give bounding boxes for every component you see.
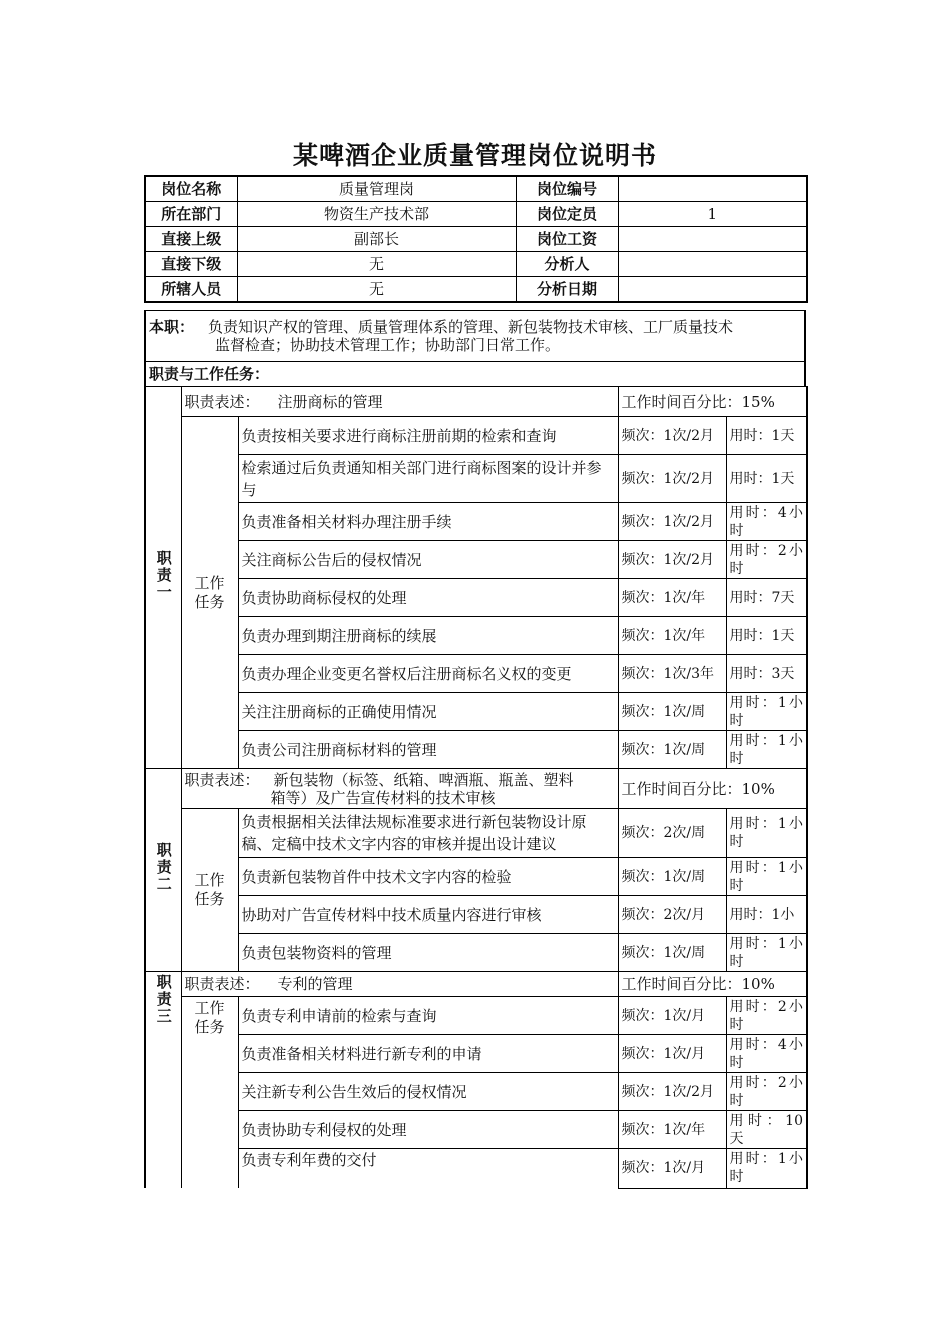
info-label: 岗位名称 — [145, 176, 237, 202]
task-time: 用时：4小时 — [726, 503, 807, 541]
task-row — [145, 731, 807, 769]
task-freq: 频次：1次/周 — [618, 731, 726, 769]
task-text: 负责办理企业变更名誉权后注册商标名义权的变更 — [238, 655, 618, 693]
info-value: 副部长 — [237, 227, 516, 252]
task-text: 负责专利申请前的检索与查询 — [238, 997, 618, 1035]
main-duty-line1: 负责知识产权的管理、质量管理体系的管理、新包装物技术审核、工厂质量技术 — [208, 318, 734, 336]
task-time: 用时：1小时 — [726, 1149, 807, 1189]
task-row — [145, 579, 807, 617]
task-freq: 频次：1次/2月 — [618, 455, 726, 503]
info-value: 无 — [237, 277, 516, 303]
task-text: 负责准备相关材料进行新专利的申请 — [238, 1035, 618, 1073]
task-freq: 频次：1次/月 — [618, 997, 726, 1035]
task-freq: 频次：2次/月 — [618, 896, 726, 934]
duty-desc-row — [145, 387, 807, 417]
task-text: 负责按相关要求进行商标注册前期的检索和查询 — [238, 417, 618, 455]
task-freq: 频次：1次/2月 — [618, 503, 726, 541]
task-freq: 频次：1次/年 — [618, 617, 726, 655]
info-label: 岗位定员 — [516, 202, 618, 227]
task-text: 负责专利年费的交付 — [238, 1149, 618, 1189]
info-value: 1 — [618, 202, 807, 227]
task-text: 负责包装物资料的管理 — [238, 934, 618, 972]
task-row — [145, 693, 807, 731]
task-freq: 频次：1次/月 — [618, 1035, 726, 1073]
main-duty-line2: 监督检查；协助技术管理工作；协助部门日常工作。 — [215, 336, 561, 354]
task-text: 负责协助商标侵权的处理 — [238, 579, 618, 617]
info-value — [618, 277, 807, 303]
task-freq: 频次：2次/周 — [618, 809, 726, 858]
info-label: 岗位编号 — [516, 176, 618, 202]
task-time: 用时：1小 — [726, 896, 807, 934]
basic-info-table — [144, 175, 808, 303]
task-text: 关注注册商标的正确使用情况 — [238, 693, 618, 731]
task-text: 负责办理到期注册商标的续展 — [238, 617, 618, 655]
duty2-desc: 职责表述： 新包装物（标签、纸箱、啤酒瓶、瓶盖、塑料 箱等）及广告宣传材料的技术审核 — [181, 769, 618, 809]
task-time: 用时：7天 — [726, 579, 807, 617]
info-label: 所在部门 — [145, 202, 237, 227]
task-time: 用时：1小时 — [726, 858, 807, 896]
info-label: 直接下级 — [145, 252, 237, 277]
task-time: 用时：1小时 — [726, 934, 807, 972]
task-row — [145, 503, 807, 541]
duty2-wt-label: 工作任务 — [181, 809, 238, 972]
duty1-label: 职责一 — [145, 387, 181, 769]
task-row — [145, 541, 807, 579]
info-row — [145, 176, 807, 202]
info-value: 无 — [237, 252, 516, 277]
task-text: 负责准备相关材料办理注册手续 — [238, 503, 618, 541]
info-value — [618, 252, 807, 277]
duty3-pct: 工作时间百分比：10% — [618, 972, 807, 997]
duty3-label: 职责三 — [145, 972, 181, 1189]
info-value — [618, 227, 807, 252]
task-text: 协助对广告宣传材料中技术质量内容进行审核 — [238, 896, 618, 934]
task-time: 用时：1天 — [726, 417, 807, 455]
task-freq: 频次：1次/周 — [618, 693, 726, 731]
duty3-desc: 职责表述： 专利的管理 — [181, 972, 618, 997]
task-time: 用时：1小时 — [726, 693, 807, 731]
section-header: 职责与工作任务： — [145, 362, 805, 387]
info-row — [145, 202, 807, 227]
task-row — [145, 1073, 807, 1111]
task-time: 用时：1小时 — [726, 731, 807, 769]
task-row — [145, 997, 807, 1035]
task-row — [145, 617, 807, 655]
main-duty-table — [144, 310, 806, 368]
task-freq: 频次：1次/年 — [618, 1111, 726, 1149]
duty1-pct: 工作时间百分比：15% — [618, 387, 807, 417]
task-row — [145, 417, 807, 455]
task-freq: 频次：1次/周 — [618, 934, 726, 972]
task-time: 用时：1天 — [726, 617, 807, 655]
info-value: 质量管理岗 — [237, 176, 516, 202]
info-value — [618, 176, 807, 202]
section-header-table — [144, 361, 806, 387]
task-time: 用时：4小时 — [726, 1035, 807, 1073]
task-row — [145, 858, 807, 896]
duty3-wt-label: 工作任务 — [181, 997, 238, 1189]
duty1-desc: 职责表述： 注册商标的管理 — [181, 387, 618, 417]
task-row — [145, 655, 807, 693]
task-row — [145, 896, 807, 934]
info-label: 所辖人员 — [145, 277, 237, 303]
info-label: 分析日期 — [516, 277, 618, 303]
duties-table — [144, 386, 808, 1189]
duty2-pct: 工作时间百分比：10% — [618, 769, 807, 809]
task-text: 检索通过后负责通知相关部门进行商标图案的设计并参与 — [238, 455, 618, 503]
task-text: 负责根据相关法律法规标准要求进行新包装物设计原稿、定稿中技术文字内容的审核并提出设计建议 — [238, 809, 618, 858]
info-row — [145, 227, 807, 252]
task-time: 用时：2小时 — [726, 997, 807, 1035]
info-label: 岗位工资 — [516, 227, 618, 252]
task-row — [145, 1111, 807, 1149]
duty-desc-row — [145, 769, 807, 809]
info-row — [145, 252, 807, 277]
task-time: 用时：1天 — [726, 455, 807, 503]
info-label: 直接上级 — [145, 227, 237, 252]
info-row — [145, 277, 807, 303]
duty-desc-row — [145, 972, 807, 997]
task-row — [145, 455, 807, 503]
task-row — [145, 809, 807, 858]
task-row — [145, 934, 807, 972]
task-freq: 频次：1次/月 — [618, 1149, 726, 1189]
task-text: 关注商标公告后的侵权情况 — [238, 541, 618, 579]
task-row — [145, 1035, 807, 1073]
main-duty-cell — [145, 311, 805, 369]
task-freq: 频次：1次/2月 — [618, 541, 726, 579]
info-value: 物资生产技术部 — [237, 202, 516, 227]
main-duty-label: 本职： — [149, 318, 195, 336]
task-row — [145, 1149, 807, 1189]
task-time: 用时：1小时 — [726, 809, 807, 858]
task-freq: 频次：1次/周 — [618, 858, 726, 896]
task-text: 负责新包装物首件中技术文字内容的检验 — [238, 858, 618, 896]
task-time: 用时：10天 — [726, 1111, 807, 1149]
info-label: 分析人 — [516, 252, 618, 277]
task-time: 用时：3天 — [726, 655, 807, 693]
task-text: 负责公司注册商标材料的管理 — [238, 731, 618, 769]
task-text: 关注新专利公告生效后的侵权情况 — [238, 1073, 618, 1111]
page-title: 某啤酒企业质量管理岗位说明书 — [292, 141, 657, 170]
task-freq: 频次：1次/2月 — [618, 417, 726, 455]
task-time: 用时：2小时 — [726, 1073, 807, 1111]
duty2-label: 职责二 — [145, 769, 181, 972]
task-text: 负责协助专利侵权的处理 — [238, 1111, 618, 1149]
duty1-wt-label: 工作任务 — [181, 417, 238, 769]
task-freq: 频次：1次/年 — [618, 579, 726, 617]
task-freq: 频次：1次/3年 — [618, 655, 726, 693]
task-freq: 频次：1次/2月 — [618, 1073, 726, 1111]
task-time: 用时：2小时 — [726, 541, 807, 579]
